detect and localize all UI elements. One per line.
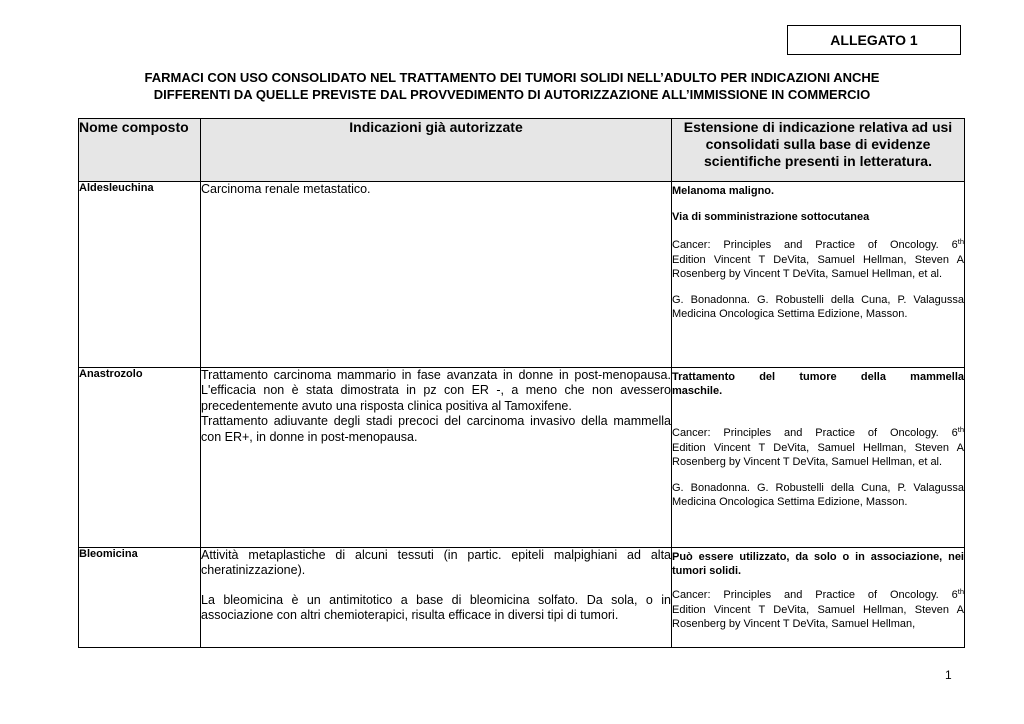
extension-title-line-1: Trattamento del tumore della mammella	[672, 371, 964, 383]
reference-edition-sup: th	[957, 237, 964, 247]
reference-edition-sup: th	[957, 587, 964, 597]
extension-cell	[672, 368, 965, 548]
drug-name: Bleomicina	[79, 548, 201, 648]
drugs-table	[78, 118, 965, 648]
header-estensione: Estensione di indicazione relativa ad usi consolidati sulla base di evidenze scientifiche presenti in letteratura.	[672, 119, 965, 182]
allegato-label: ALLEGATO 1	[787, 25, 961, 55]
indication-text: La bleomicina è un antimitotico a base di bleomicina solfato. Da sola, o in associazione con altri chemioterapici, risulta efficace in diversi tipi di tumori.	[201, 592, 671, 623]
extension-title-line-2: maschile.	[672, 385, 723, 398]
indications-cell	[201, 182, 672, 368]
reference-cancer-authors: Edition Vincent T DeVita, Samuel Hellman, Steven A Rosenberg by Vincent T DeVita, Samuel Hellman,	[672, 603, 964, 630]
reference-cancer	[672, 238, 964, 281]
extension-cell	[672, 548, 965, 648]
extension-title: Melanoma maligno.	[672, 185, 775, 197]
indication-text: Carcinoma renale metastatico.	[201, 182, 371, 196]
header-indicazioni: Indicazioni già autorizzate	[201, 119, 672, 182]
indication-text: Trattamento adiuvante degli stadi precoci del carcinoma invasivo della mammella con ER+, in donne in post-menopausa.	[201, 414, 671, 444]
drug-name: Anastrozolo	[79, 368, 201, 548]
table-row	[79, 182, 965, 368]
title-line-2: DIFFERENTI DA QUELLE PREVISTE DAL PROVVEDIMENTO DI AUTORIZZAZIONE ALL’IMMISSIONE IN COMMERCIO	[153, 87, 871, 102]
document-title	[60, 69, 964, 103]
indications-cell	[201, 548, 672, 648]
extension-title	[672, 370, 964, 398]
reference-cancer-authors: Edition Vincent T DeVita, Samuel Hellman, Steven A Rosenberg by Vincent T DeVita, Samuel Hellman, et al.	[672, 253, 964, 280]
indication-text: Attività metaplastiche di alcuni tessuti (in partic. epiteli malpighiani ad alta cheratinizzazione).	[201, 548, 671, 578]
extension-cell	[672, 182, 965, 368]
table-header-row	[79, 119, 965, 182]
extension-note: Via di somministrazione sottocutanea	[672, 211, 870, 224]
reference-cancer	[672, 426, 964, 469]
table-row	[79, 548, 965, 648]
drug-name: Aldesleuchina	[79, 182, 201, 368]
reference-bonadonna: G. Bonadonna. G. Robustelli della Cuna, P. Valagussa Medicina Oncologica Settima Edizione, Masson.	[672, 294, 964, 321]
indications-cell	[201, 368, 672, 548]
table-row	[79, 368, 965, 548]
reference-bonadonna: G. Bonadonna. G. Robustelli della Cuna, P. Valagussa Medicina Oncologica Settima Edizione, Masson.	[672, 482, 964, 509]
reference-edition-sup: th	[957, 425, 964, 435]
title-line-1: FARMACI CON USO CONSOLIDATO NEL TRATTAMENTO DEI TUMORI SOLIDI NELL’ADULTO PER INDICAZIONI ANCHE	[144, 70, 880, 85]
header-nome-composto: Nome composto	[79, 119, 201, 182]
reference-cancer-title: Cancer: Principles and Practice of Oncology. 6	[672, 427, 958, 440]
reference-cancer-title: Cancer: Principles and Practice of Oncology. 6	[672, 239, 958, 252]
reference-cancer-title: Cancer: Principles and Practice of Oncology. 6	[672, 589, 958, 602]
page-number: 1	[945, 668, 952, 682]
extension-title: Può essere utilizzato, da solo o in associazione, nei tumori solidi.	[672, 551, 964, 578]
reference-cancer-authors: Edition Vincent T DeVita, Samuel Hellman, Steven A Rosenberg by Vincent T DeVita, Samuel Hellman, et al.	[672, 441, 964, 468]
indication-text: Trattamento carcinoma mammario in fase avanzata in donne in post-menopausa. L'efficacia non è stata dimostrata in pz con ER -, a meno che non avessero precedentemente avuto una risposta clinica positiva al Tamoxifene.	[201, 368, 671, 413]
reference-cancer	[672, 588, 964, 631]
